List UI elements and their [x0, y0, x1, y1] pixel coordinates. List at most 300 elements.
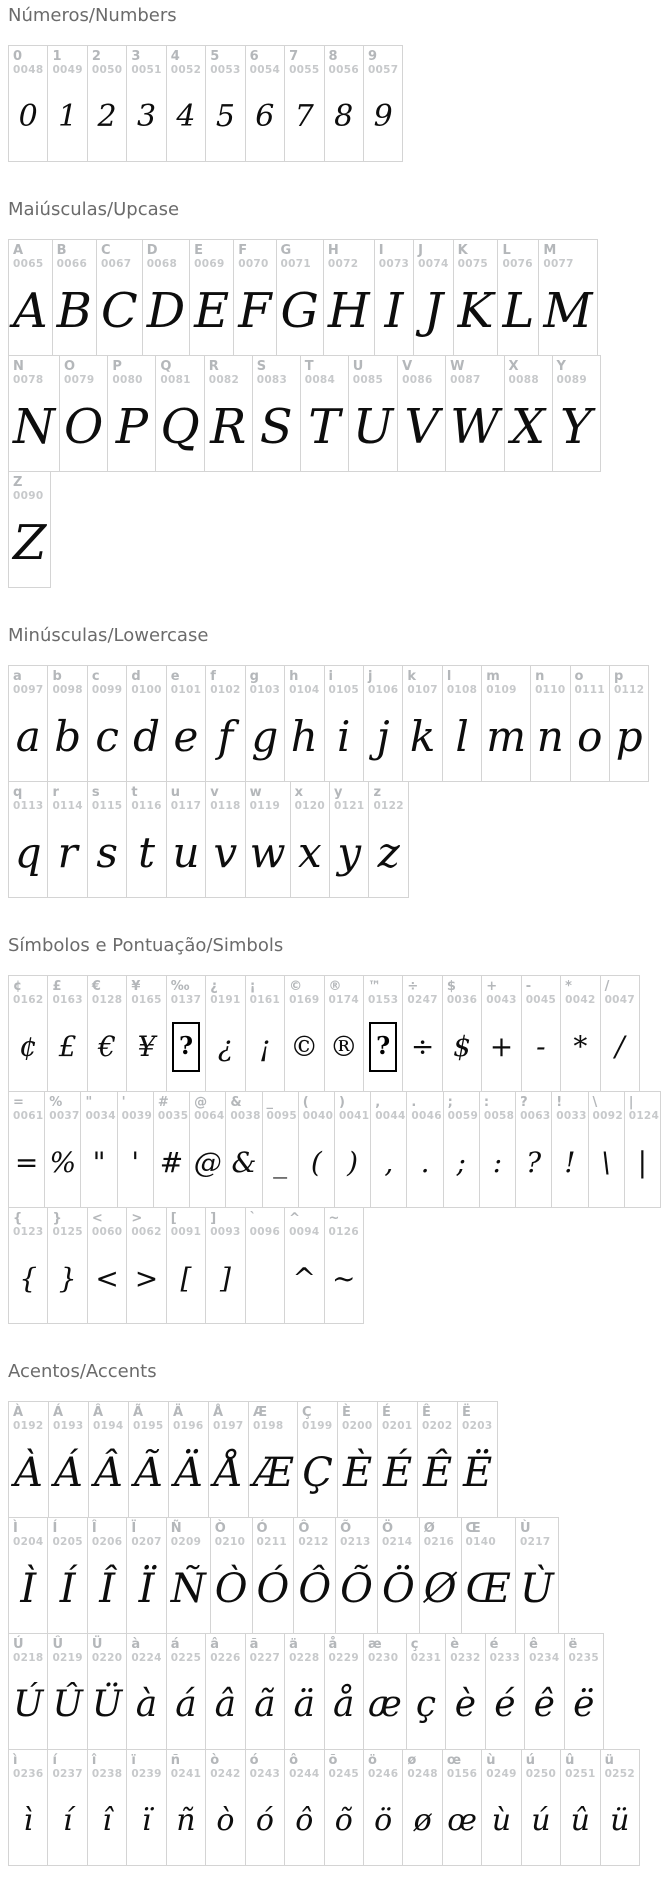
char-label: ç	[410, 1637, 419, 1652]
char-code: 0077	[543, 258, 574, 270]
char-cell	[624, 1091, 661, 1208]
char-label: |	[628, 1095, 634, 1110]
char-label: k	[407, 669, 417, 684]
char-code: 0057	[367, 64, 399, 76]
glyph-preview: -	[536, 1030, 546, 1063]
glyph-preview: ñ	[176, 1803, 196, 1838]
char-code: 0095	[266, 1110, 297, 1122]
char-label: á	[170, 1637, 180, 1652]
char-code: 0201	[382, 1420, 413, 1432]
glyph-preview: %	[49, 1146, 77, 1179]
glyph-preview: L	[502, 282, 535, 339]
char-code: 0210	[214, 1536, 246, 1548]
char-code: 0125	[52, 1226, 83, 1238]
glyph-preview: 1	[58, 99, 78, 134]
char-cell	[168, 1401, 209, 1518]
char-label: #	[157, 1095, 169, 1110]
char-cell	[245, 975, 285, 1092]
glyph-preview: œ	[447, 1803, 477, 1838]
char-label: Ç	[302, 1405, 312, 1420]
char-label: ô	[289, 1753, 298, 1768]
char-label: D	[146, 243, 158, 258]
char-code: 0213	[340, 1536, 371, 1548]
char-cell	[87, 1207, 127, 1324]
glyph-preview: "	[92, 1146, 106, 1179]
glyph-preview: í	[62, 1803, 73, 1838]
char-code: 0100	[131, 684, 162, 696]
char-code: 0205	[52, 1536, 83, 1548]
glyph-row	[8, 355, 661, 472]
glyph-preview: Ç	[302, 1449, 333, 1496]
char-code: 0200	[342, 1420, 373, 1432]
char-cell	[47, 1207, 87, 1324]
char-label: Ö	[381, 1521, 393, 1536]
char-code: 0080	[112, 374, 143, 386]
char-code: 0091	[170, 1226, 202, 1238]
glyph-preview: Ã	[134, 1449, 163, 1496]
char-cell	[47, 1517, 87, 1634]
glyph-preview: D	[146, 282, 186, 339]
char-label: w	[249, 785, 262, 800]
glyph-preview: æ	[367, 1684, 402, 1725]
char-code: 0047	[604, 994, 635, 1006]
glyph-preview: Ô	[298, 1565, 332, 1612]
char-code: 0083	[256, 374, 288, 386]
char-label: Ø	[423, 1521, 435, 1536]
char-code: 0086	[402, 374, 433, 386]
glyph-preview: <	[95, 1262, 119, 1295]
glyph-row	[8, 471, 661, 588]
char-cell	[8, 1517, 48, 1634]
char-cell	[588, 1091, 625, 1208]
char-code: 0112	[613, 684, 645, 696]
char-cell	[374, 239, 414, 356]
char-cell	[445, 1633, 485, 1750]
glyph-preview: 4	[176, 99, 196, 134]
char-code: 0194	[93, 1420, 124, 1432]
char-cell	[461, 1517, 517, 1634]
char-code: 0056	[328, 64, 359, 76]
char-cell	[166, 975, 206, 1092]
char-code: 0089	[556, 374, 587, 386]
char-label: 5	[210, 49, 220, 64]
char-label: $	[446, 979, 456, 994]
char-cell	[402, 975, 442, 1092]
char-code: 0214	[381, 1536, 413, 1548]
char-code: 0040	[302, 1110, 334, 1122]
char-cell	[363, 665, 403, 782]
char-cell	[413, 239, 453, 356]
char-code: 0037	[49, 1110, 80, 1122]
glyph-preview: m	[486, 712, 527, 761]
char-cell	[87, 1749, 127, 1866]
glyph-preview: @	[193, 1146, 222, 1179]
char-cell	[245, 1207, 285, 1324]
char-code: 0093	[210, 1226, 241, 1238]
char-label: "	[85, 1095, 93, 1110]
char-label: î	[91, 1753, 97, 1768]
section-lowercase	[8, 624, 661, 898]
char-label: U	[352, 359, 364, 374]
char-cell	[88, 1401, 129, 1518]
char-cell	[323, 239, 375, 356]
char-code: 0228	[289, 1652, 320, 1664]
char-code: 0206	[91, 1536, 123, 1548]
char-code: 0118	[210, 800, 241, 812]
glyph-preview: (	[310, 1146, 322, 1179]
glyph-preview: Ú	[13, 1684, 44, 1725]
char-label: ï	[131, 1753, 136, 1768]
char-code: 0226	[210, 1652, 241, 1664]
char-cell	[8, 355, 60, 472]
char-label: P	[112, 359, 122, 374]
char-code: 0202	[422, 1420, 453, 1432]
char-cell	[80, 1091, 117, 1208]
char-label: q	[13, 785, 23, 800]
char-label: ?	[520, 1095, 528, 1110]
char-cell	[293, 1517, 336, 1634]
char-label: Ù	[520, 1521, 531, 1536]
missing-glyph-box: ?	[172, 1022, 200, 1072]
glyph-preview: Ë	[462, 1449, 493, 1496]
char-cell	[252, 1517, 295, 1634]
char-cell	[155, 355, 204, 472]
char-code: 0044	[375, 1110, 406, 1122]
char-label: e	[170, 669, 180, 684]
char-cell	[481, 1749, 521, 1866]
char-cell	[248, 1401, 298, 1518]
char-code: 0108	[446, 684, 478, 696]
char-code: 0124	[628, 1110, 660, 1122]
section-title: Símbolos e Pontuação/Simbols	[8, 935, 284, 956]
char-cell	[8, 665, 48, 782]
char-code: 0121	[334, 800, 365, 812]
char-label: ú	[525, 1753, 535, 1768]
glyph-row	[8, 781, 661, 898]
char-code: 0036	[446, 994, 478, 1006]
char-code: 0075	[457, 258, 489, 270]
glyph-preview: s	[96, 828, 118, 877]
char-cell	[205, 45, 245, 162]
char-cell	[560, 1749, 600, 1866]
char-label: y	[334, 785, 343, 800]
char-cell	[166, 1633, 206, 1750]
char-code: 0211	[256, 1536, 287, 1548]
char-code: 0038	[230, 1110, 261, 1122]
char-code: 0235	[568, 1652, 599, 1664]
glyph-preview: o	[577, 712, 603, 761]
glyph-preview: ã	[254, 1684, 276, 1725]
char-label: Ü	[91, 1637, 103, 1652]
glyph-preview: ó	[255, 1803, 274, 1838]
char-code: 0054	[249, 64, 281, 76]
glyph-preview: ù	[491, 1803, 512, 1838]
glyph-preview: *	[573, 1030, 588, 1063]
char-label: ~	[328, 1211, 340, 1226]
char-cell	[335, 1517, 378, 1634]
glyph-preview: ô	[295, 1803, 314, 1838]
char-code: 0034	[85, 1110, 116, 1122]
glyph-preview: €	[98, 1030, 116, 1063]
char-cell	[142, 239, 190, 356]
char-label: ¥	[131, 979, 141, 994]
glyph-preview: F	[238, 282, 272, 339]
char-label: Å	[213, 1405, 224, 1420]
char-cell	[233, 239, 276, 356]
section-numbers	[8, 4, 661, 162]
char-cell	[419, 1517, 462, 1634]
char-cell	[504, 355, 553, 472]
char-code: 0169	[289, 994, 320, 1006]
char-label: è	[450, 1637, 460, 1652]
char-label: z	[373, 785, 382, 800]
char-label: o	[574, 669, 584, 684]
char-code: 0042	[565, 994, 596, 1006]
char-code: 0053	[210, 64, 241, 76]
glyph-preview: ¥	[137, 1030, 156, 1063]
glyph-preview	[250, 1239, 280, 1318]
char-cell	[377, 1401, 418, 1518]
char-code: 0043	[486, 994, 517, 1006]
glyph-preview: 3	[136, 99, 157, 134]
char-label: )	[338, 1095, 345, 1110]
glyph-preview: |	[637, 1146, 648, 1179]
char-code: 0248	[407, 1768, 438, 1780]
glyph-preview: ^	[292, 1262, 317, 1295]
char-code: 0198	[253, 1420, 284, 1432]
glyph-preview: G	[280, 282, 319, 339]
char-cell	[205, 1207, 245, 1324]
char-cell	[515, 1091, 552, 1208]
glyph-preview: ;	[456, 1146, 466, 1179]
glyph-preview: 7	[294, 99, 314, 134]
glyph-preview: J	[423, 282, 444, 339]
char-code: 0246	[367, 1768, 399, 1780]
char-code: 0117	[170, 800, 202, 812]
char-cell	[126, 975, 166, 1092]
char-label: a	[13, 669, 22, 684]
char-label: j	[367, 669, 373, 684]
char-code: 0064	[194, 1110, 225, 1122]
glyph-preview: é	[494, 1684, 516, 1725]
char-cell	[324, 1207, 364, 1324]
glyph-preview: ä	[293, 1684, 316, 1725]
char-code: 0046	[411, 1110, 442, 1122]
char-label: Ô	[298, 1521, 310, 1536]
char-cell	[337, 1401, 378, 1518]
char-label: æ	[367, 1637, 382, 1652]
glyph-row	[8, 665, 661, 782]
glyph-preview: å	[332, 1684, 355, 1725]
glyph-preview: Ä	[174, 1449, 203, 1496]
char-cell	[8, 1633, 48, 1750]
section-accents	[8, 1360, 661, 1866]
char-code: 0244	[289, 1768, 320, 1780]
char-cell	[262, 1091, 299, 1208]
char-label: Í	[52, 1521, 58, 1536]
char-cell	[245, 665, 285, 782]
char-cell	[442, 1749, 482, 1866]
char-cell	[457, 1401, 498, 1518]
char-label: C	[100, 243, 111, 258]
char-label: I	[378, 243, 384, 258]
glyph-preview: '	[131, 1146, 140, 1179]
char-cell	[442, 975, 482, 1092]
char-label: g	[249, 669, 259, 684]
char-label: ù	[486, 1753, 496, 1768]
char-cell	[205, 781, 245, 898]
char-code: 0232	[450, 1652, 481, 1664]
char-label: 1	[52, 49, 62, 64]
char-code: 0245	[328, 1768, 359, 1780]
char-label: ,	[375, 1095, 381, 1110]
char-code: 0217	[520, 1536, 551, 1548]
char-cell	[276, 239, 324, 356]
glyph-preview: /	[615, 1030, 625, 1063]
char-cell	[298, 1091, 335, 1208]
glyph-preview: v	[213, 828, 238, 877]
section-symbols	[8, 934, 661, 1324]
char-label: c	[91, 669, 100, 684]
char-label: 0	[13, 49, 23, 64]
char-code: 0225	[170, 1652, 202, 1664]
char-cell	[324, 1749, 364, 1866]
char-cell	[208, 1401, 249, 1518]
glyph-preview: 5	[215, 99, 235, 134]
char-cell	[8, 471, 51, 588]
section-title: Números/Numbers	[8, 5, 177, 26]
char-cell	[300, 355, 349, 472]
char-code: 0197	[213, 1420, 244, 1432]
char-label: <	[91, 1211, 103, 1226]
glyph-preview: j	[376, 712, 390, 761]
char-code: 0110	[535, 684, 566, 696]
char-cell	[87, 781, 127, 898]
char-cell	[442, 665, 482, 782]
char-cell	[334, 1091, 371, 1208]
char-code: 0195	[133, 1420, 164, 1432]
char-code: 0153	[367, 994, 399, 1006]
char-cell	[205, 1749, 245, 1866]
char-cell	[284, 665, 324, 782]
char-code: 0241	[170, 1768, 202, 1780]
char-cell	[87, 45, 127, 162]
char-label: n	[535, 669, 545, 684]
char-label: F	[238, 243, 248, 258]
char-label: Ã	[133, 1405, 144, 1420]
char-cell	[406, 1091, 443, 1208]
char-code: 0115	[91, 800, 123, 812]
char-label: h	[289, 669, 299, 684]
char-code: 0174	[328, 994, 359, 1006]
glyph-preview: C	[100, 282, 138, 339]
char-label: 8	[328, 49, 338, 64]
glyph-preview: M	[543, 282, 593, 339]
char-cell	[52, 239, 97, 356]
char-label: å	[328, 1637, 338, 1652]
char-label: G	[280, 243, 292, 258]
glyph-row	[8, 1749, 661, 1866]
char-code: 0098	[52, 684, 83, 696]
char-code: 0161	[249, 994, 281, 1006]
char-cell	[126, 1633, 166, 1750]
char-label: t	[131, 785, 138, 800]
char-code: 0035	[157, 1110, 189, 1122]
char-label: V	[402, 359, 413, 374]
char-label: 2	[91, 49, 101, 64]
char-label: :	[483, 1095, 490, 1110]
glyph-preview: g	[251, 712, 279, 761]
glyph-preview: =	[14, 1146, 39, 1179]
char-label: É	[382, 1405, 391, 1420]
glyph-preview: N	[13, 398, 55, 455]
char-label: A	[13, 243, 24, 258]
char-cell	[47, 45, 87, 162]
glyph-row	[8, 239, 661, 356]
char-code: 0122	[373, 800, 404, 812]
char-cell	[166, 1749, 206, 1866]
char-label: J	[418, 243, 424, 258]
glyph-row	[8, 1401, 661, 1518]
glyph-preview: û	[570, 1803, 590, 1838]
char-code: 0203	[462, 1420, 493, 1432]
glyph-preview: Q	[160, 398, 200, 455]
glyph-preview: n	[536, 712, 564, 761]
glyph-preview: Õ	[340, 1565, 373, 1612]
char-label: S	[256, 359, 267, 374]
char-code: 0103	[249, 684, 281, 696]
char-label: b	[52, 669, 62, 684]
char-label: >	[131, 1211, 143, 1226]
char-code: 0250	[525, 1768, 557, 1780]
char-cell	[515, 1517, 559, 1634]
char-code: 0067	[100, 258, 132, 270]
glyph-preview: z	[377, 828, 400, 877]
glyph-preview: Ø	[423, 1565, 457, 1612]
glyph-preview: w	[249, 828, 286, 877]
glyph-preview: q	[14, 828, 42, 877]
char-cell	[497, 239, 539, 356]
char-code: 0229	[328, 1652, 359, 1664]
char-code: 0094	[289, 1226, 320, 1238]
char-label: ™	[367, 979, 381, 994]
char-label: ü	[604, 1753, 614, 1768]
char-label: W	[450, 359, 465, 374]
glyph-preview: Ó	[256, 1565, 290, 1612]
char-code: 0236	[13, 1768, 44, 1780]
char-code: 0193	[53, 1420, 84, 1432]
char-code: 0090	[13, 490, 44, 502]
char-cell	[126, 1517, 166, 1634]
char-label: ì	[13, 1753, 18, 1768]
char-cell	[205, 975, 245, 1092]
char-code: 0209	[170, 1536, 202, 1548]
glyph-preview: l	[455, 712, 469, 761]
glyph-preview: ©	[290, 1030, 319, 1063]
char-label: 9	[367, 49, 377, 64]
char-cell	[87, 1517, 127, 1634]
char-label: u	[170, 785, 181, 800]
char-code: 0162	[13, 994, 44, 1006]
char-code: 0074	[418, 258, 449, 270]
char-cell	[284, 45, 324, 162]
char-code: 0119	[249, 800, 281, 812]
glyph-preview: i	[337, 712, 351, 761]
char-code: 0062	[131, 1226, 162, 1238]
char-cell	[210, 1517, 253, 1634]
char-label: £	[52, 979, 62, 994]
char-code: 0058	[483, 1110, 515, 1122]
